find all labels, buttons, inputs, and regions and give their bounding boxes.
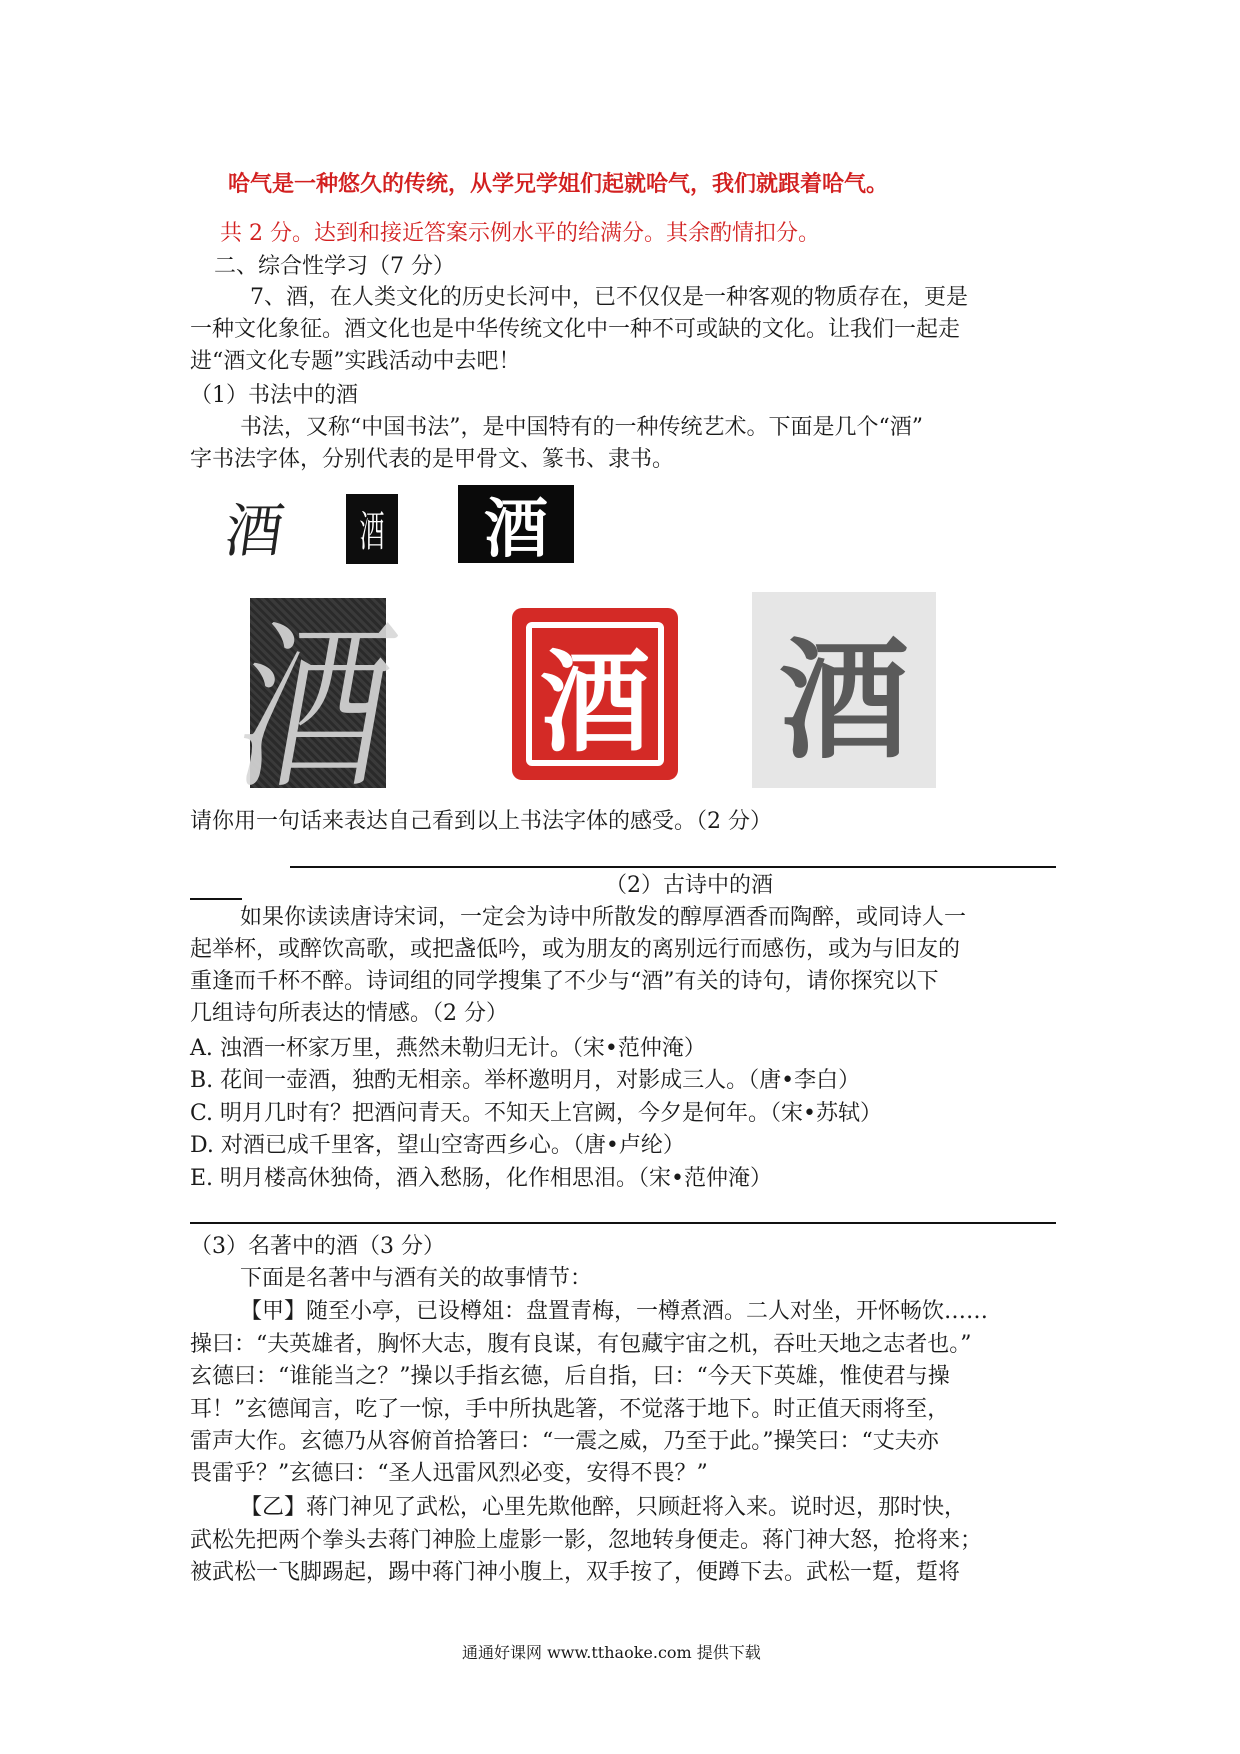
answer-line-2: 共 2 分。达到和接近答案示例水平的给满分。其余酌情扣分。 <box>220 221 820 246</box>
passage-yi-line: 【乙】蒋门神见了武松，心里先欺他醉，只顾赶将入来。说时迟，那时快， <box>240 1495 967 1520</box>
passage-jia-line: 耳！”玄德闻言，吃了一惊，手中所执匙箸，不觉落于地下。时正值天雨将至， <box>190 1397 950 1422</box>
calligraphy-oracle-bone <box>215 490 295 565</box>
part1-question: 请你用一句话来表达自己看到以上书法字体的感受。（2 分） <box>190 809 772 834</box>
q7-line: 7、酒，在人类文化的历史长河中，已不仅仅是一种客观的物质存在，更是 <box>250 285 968 310</box>
part1-intro-line: 书法，又称“中国书法”，是中国特有的一种传统艺术。下面是几个“酒” <box>240 415 923 440</box>
part3-title: （3）名著中的酒（3 分） <box>190 1234 445 1259</box>
passage-yi-line: 武松先把两个拳头去蒋门神脸上虚影一影，忽地转身便走。蒋门神大怒，抢将来； <box>190 1528 983 1553</box>
part2-intro-line: 重逢而千杯不醉。诗词组的同学搜集了不少与“酒”有关的诗句，请你探究以下 <box>190 969 939 994</box>
answer-blank-line-short[interactable] <box>190 898 242 900</box>
poem-option-b: B. 花间一壶酒，独酌无相亲。举杯邀明月，对影成三人。（唐•李白） <box>190 1068 861 1093</box>
passage-yi-line: 被武松一飞脚踢起，踢中蒋门神小腹上，双手按了，便蹲下去。武松一踅，踅将 <box>190 1560 961 1585</box>
q7-line: 一种文化象征。酒文化也是中华传统文化中一种不可或缺的文化。让我们一起走 <box>190 317 961 342</box>
passage-jia-line: 玄德曰：“谁能当之？”操以手指玄德，后自指，曰：“今天下英雄，惟使君与操 <box>190 1364 950 1389</box>
calligraphy-stone-rubbing <box>221 598 409 815</box>
glyph-text: 酒 <box>540 638 650 767</box>
part2-intro-line: 几组诗句所表达的情感。（2 分） <box>190 1001 508 1026</box>
answer-blank-line-2[interactable] <box>190 1222 1056 1224</box>
poem-option-e: E. 明月楼高休独倚，酒入愁肠，化作相思泪。（宋•范仲淹） <box>190 1166 773 1191</box>
glyph-text: 酒 <box>220 497 289 565</box>
calligraphy-gray-block <box>752 592 936 788</box>
calligraphy-seal-dark <box>346 494 398 564</box>
part2-intro-line: 如果你读读唐诗宋词，一定会为诗中所散发的醇厚酒香而陶醉，或同诗人一 <box>240 905 967 930</box>
page-footer: 通通好课网 www.tthaoke.com 提供下载 <box>462 1643 761 1662</box>
q7-line: 进“酒文化专题”实践活动中去吧！ <box>190 349 521 374</box>
part1-title: （1）书法中的酒 <box>190 383 358 408</box>
part2-intro-line: 起举杯，或醉饮高歌，或把盏低吟，或为朋友的离别远行而感伤，或为与旧友的 <box>190 937 961 962</box>
poem-option-c: C. 明月几时有？把酒问青天。不知天上宫阙，今夕是何年。（宋•苏轼） <box>190 1101 883 1126</box>
seal-glyph <box>512 608 678 780</box>
glyph-text: 酒 <box>484 492 548 567</box>
answer-blank-line[interactable] <box>290 866 1056 868</box>
passage-jia-line: 雷声大作。玄德乃从容俯首拾箸曰：“一震之威，乃至于此。”操笑曰：“丈夫亦 <box>190 1429 939 1454</box>
glyph-text: 酒 <box>221 605 409 815</box>
answer-line-1: 哈气是一种悠久的传统，从学兄学姐们起就哈气，我们就跟着哈气。 <box>228 171 889 197</box>
poem-option-a: A. 浊酒一杯家万里，燕然未勒归无计。（宋•范仲淹） <box>190 1036 706 1061</box>
part2-title: （2）古诗中的酒 <box>605 873 773 898</box>
calligraphy-clerical-dark <box>458 485 574 567</box>
calligraphy-red-seal <box>512 608 678 780</box>
passage-jia-line: 畏雷乎？”玄德曰：“圣人迅雷风烈必变，安得不畏？” <box>190 1461 708 1486</box>
glyph-text: 酒 <box>778 623 909 777</box>
part3-intro: 下面是名著中与酒有关的故事情节： <box>240 1266 593 1291</box>
glyph-text: 酒 <box>359 507 385 556</box>
passage-jia-line: 【甲】随至小亭，已设樽俎：盘置青梅，一樽煮酒。二人对坐，开怀畅饮…… <box>240 1299 989 1324</box>
poem-option-d: D. 对酒已成千里客，望山空寄西乡心。（唐•卢纶） <box>190 1133 685 1158</box>
part1-intro-line: 字书法字体，分别代表的是甲骨文、篆书、隶书。 <box>190 447 675 472</box>
section-heading: 二、综合性学习（7 分） <box>214 254 455 279</box>
passage-jia-line: 操曰：“夫英雄者，胸怀大志，腹有良谋，有包藏宇宙之机，吞吐天地之志者也。” <box>190 1332 972 1357</box>
